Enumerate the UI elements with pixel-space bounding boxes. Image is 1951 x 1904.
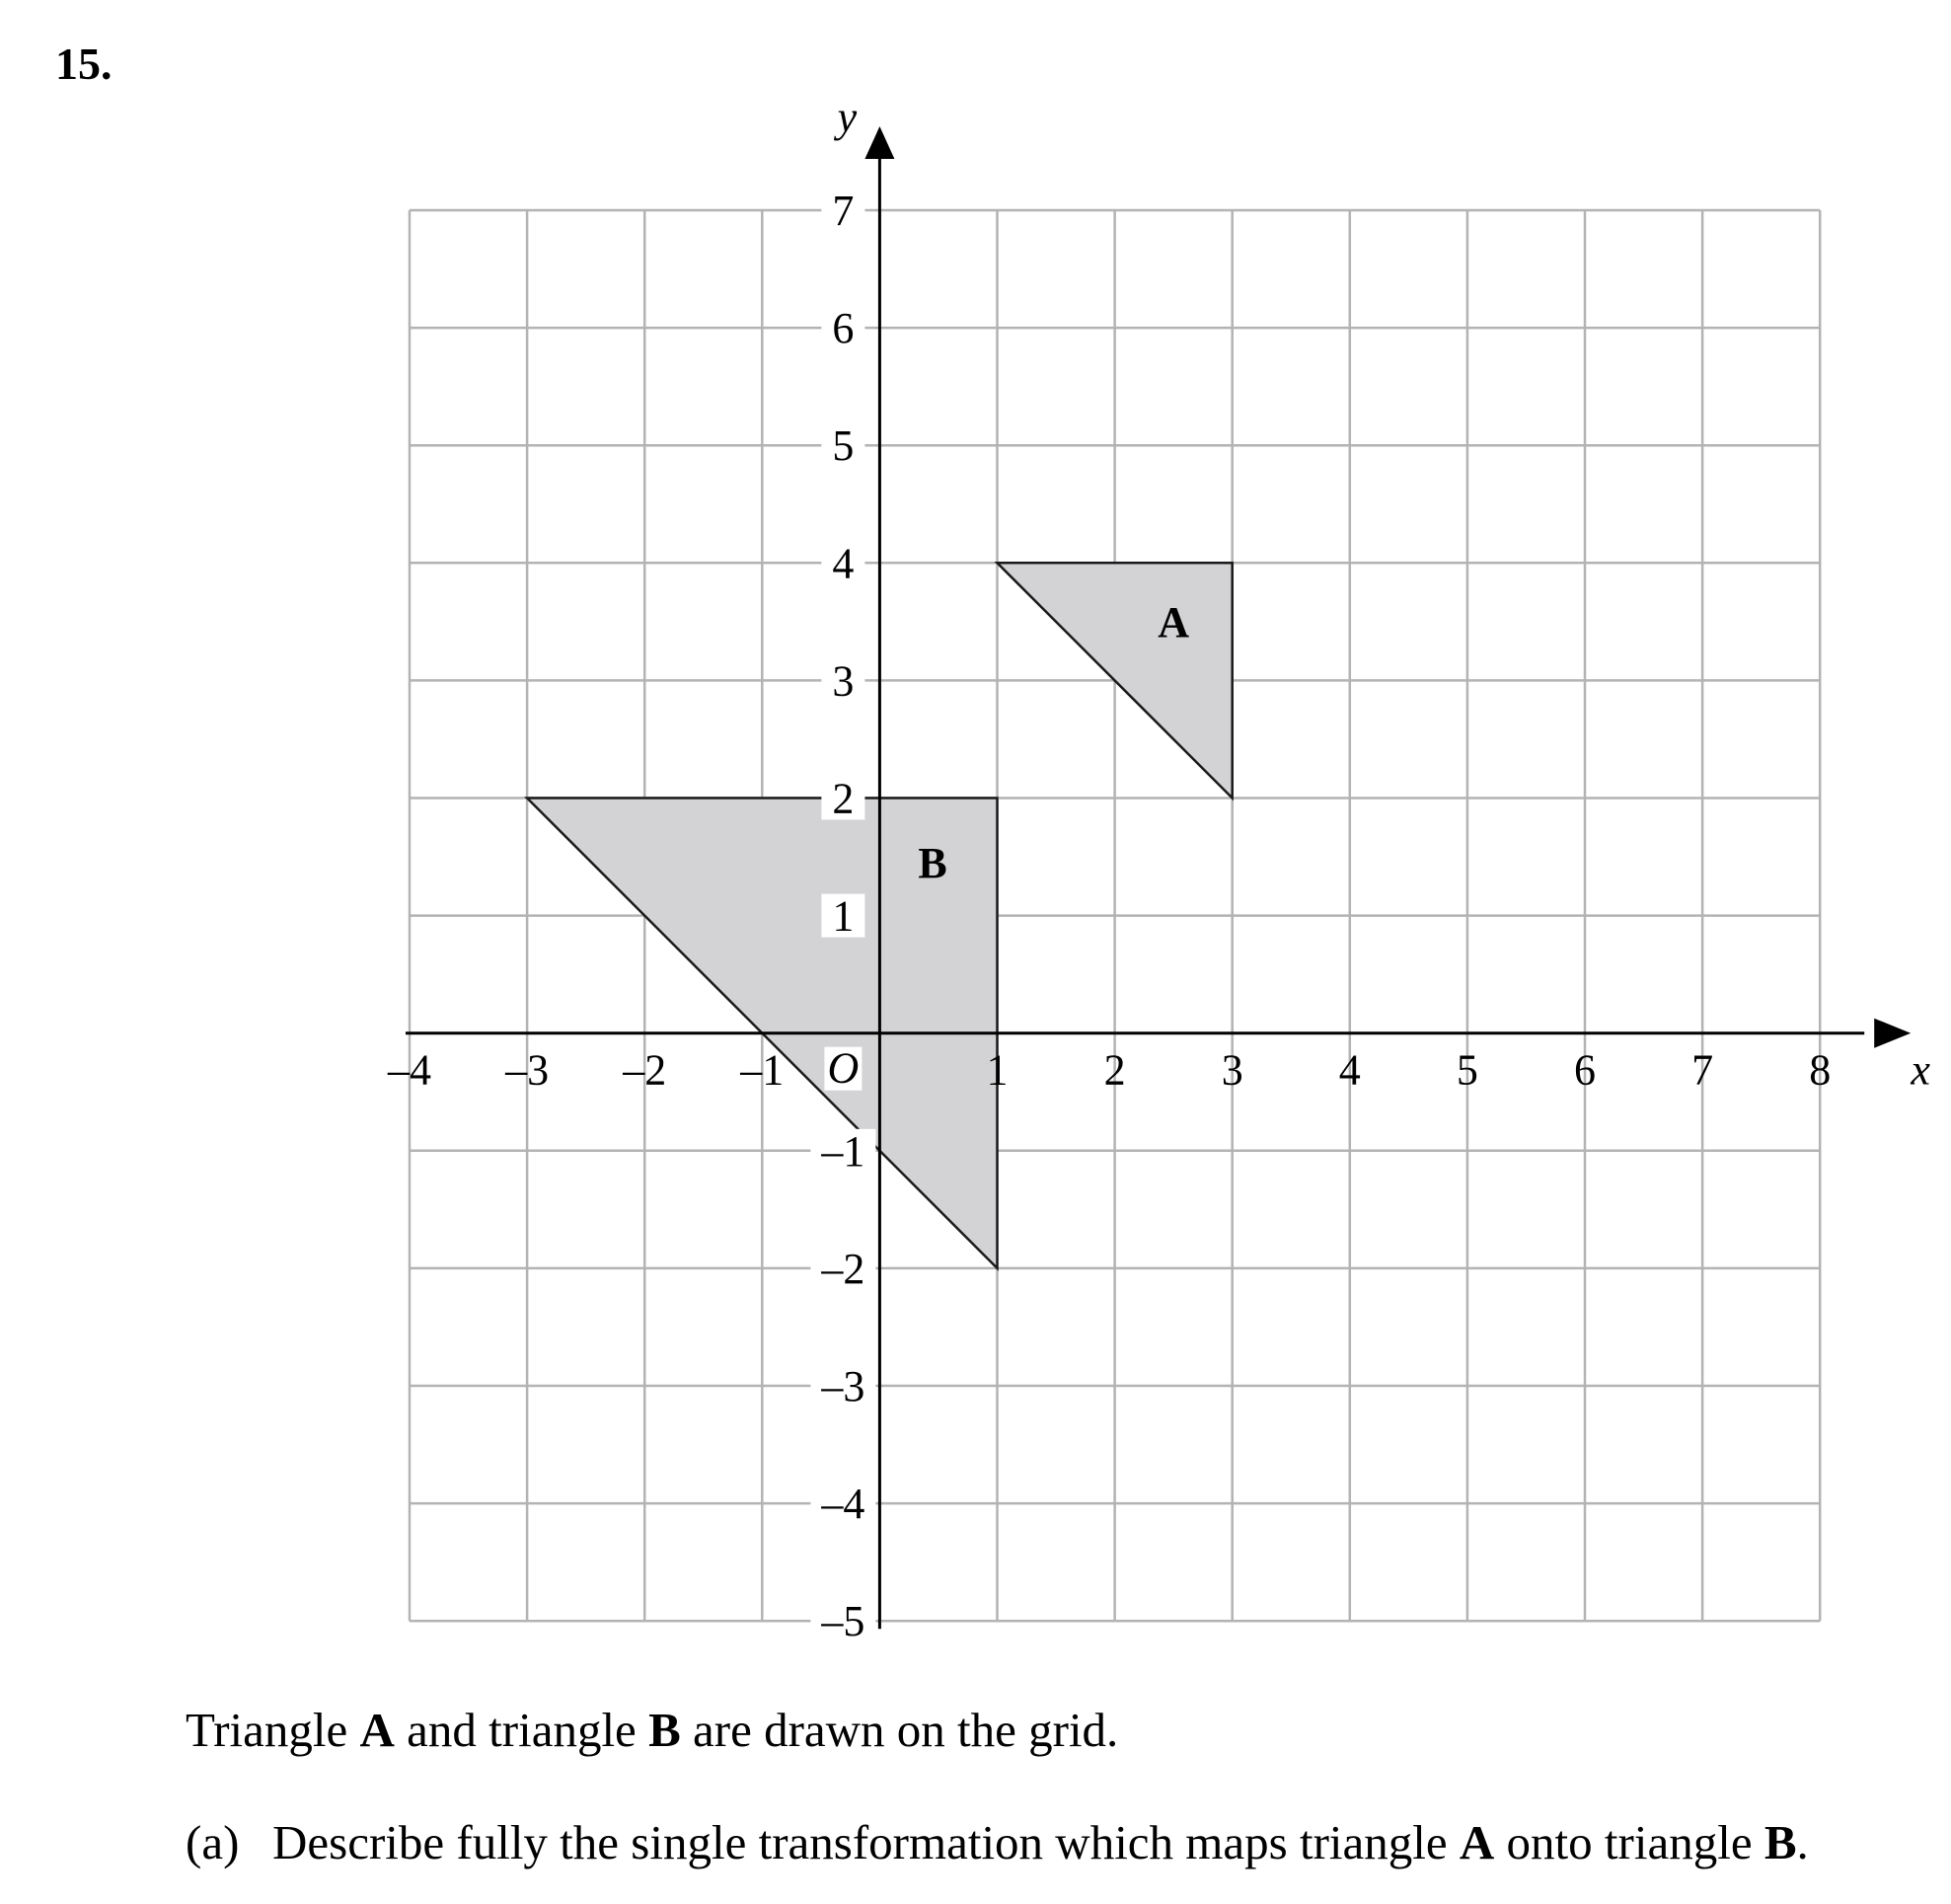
x-tick-label: 2 xyxy=(1103,1045,1126,1095)
part-a-triangle-a: A xyxy=(1459,1815,1495,1869)
part-a-question xyxy=(186,1814,1809,1870)
y-tick-label: –3 xyxy=(821,1362,865,1410)
part-a-triangle-b: B xyxy=(1763,1815,1797,1869)
y-tick-label: –1 xyxy=(821,1126,865,1176)
stem-triangle-b: B xyxy=(648,1703,681,1757)
y-tick-label: 4 xyxy=(832,539,855,588)
y-tick-label: 5 xyxy=(832,421,855,471)
x-tick-label: 7 xyxy=(1691,1045,1714,1095)
x-axis-arrow-icon xyxy=(1874,1019,1911,1048)
y-axis-label: y xyxy=(837,93,858,141)
x-tick-label: –3 xyxy=(505,1045,550,1095)
part-a-text-3: . xyxy=(1796,1815,1809,1869)
y-tick-label: 3 xyxy=(832,656,855,706)
x-tick-label: 5 xyxy=(1456,1045,1478,1095)
part-a-text-1: Describe fully the single transformation which maps triangle xyxy=(272,1815,1460,1869)
question-stem xyxy=(186,1702,1118,1758)
stem-text-2: and triangle xyxy=(394,1703,649,1757)
y-tick-label: –2 xyxy=(821,1244,865,1293)
x-tick-label: 6 xyxy=(1574,1045,1596,1095)
y-tick-label: –5 xyxy=(821,1597,865,1646)
question-number: 15. xyxy=(55,38,113,89)
y-tick-label: –4 xyxy=(821,1480,865,1529)
triangle-b-label: B xyxy=(918,839,947,888)
x-tick-label: 3 xyxy=(1221,1045,1243,1095)
x-tick-label: 8 xyxy=(1809,1045,1832,1095)
x-tick-label: 4 xyxy=(1338,1045,1361,1095)
stem-text-1: Triangle xyxy=(186,1703,360,1757)
x-axis-label: x xyxy=(1911,1045,1930,1095)
x-tick-label: 1 xyxy=(986,1045,1009,1095)
triangle-a-label: A xyxy=(1158,597,1190,647)
y-tick-label: 7 xyxy=(832,187,855,235)
y-tick-label: 1 xyxy=(832,891,855,941)
x-tick-label: –2 xyxy=(623,1045,667,1095)
part-a-label: (a) xyxy=(186,1815,240,1869)
grid-lines xyxy=(410,210,1820,1621)
y-tick-label: 2 xyxy=(832,774,855,823)
x-tick-label: –4 xyxy=(388,1045,431,1095)
stem-text-3: are drawn on the grid. xyxy=(680,1703,1119,1757)
y-tick-label: 6 xyxy=(832,304,855,353)
stem-triangle-a: A xyxy=(359,1703,395,1757)
y-axis-arrow-icon xyxy=(864,126,894,159)
origin-label: O xyxy=(827,1043,860,1093)
x-tick-label: –1 xyxy=(740,1045,785,1095)
part-a-text-2: onto triangle xyxy=(1494,1815,1764,1869)
